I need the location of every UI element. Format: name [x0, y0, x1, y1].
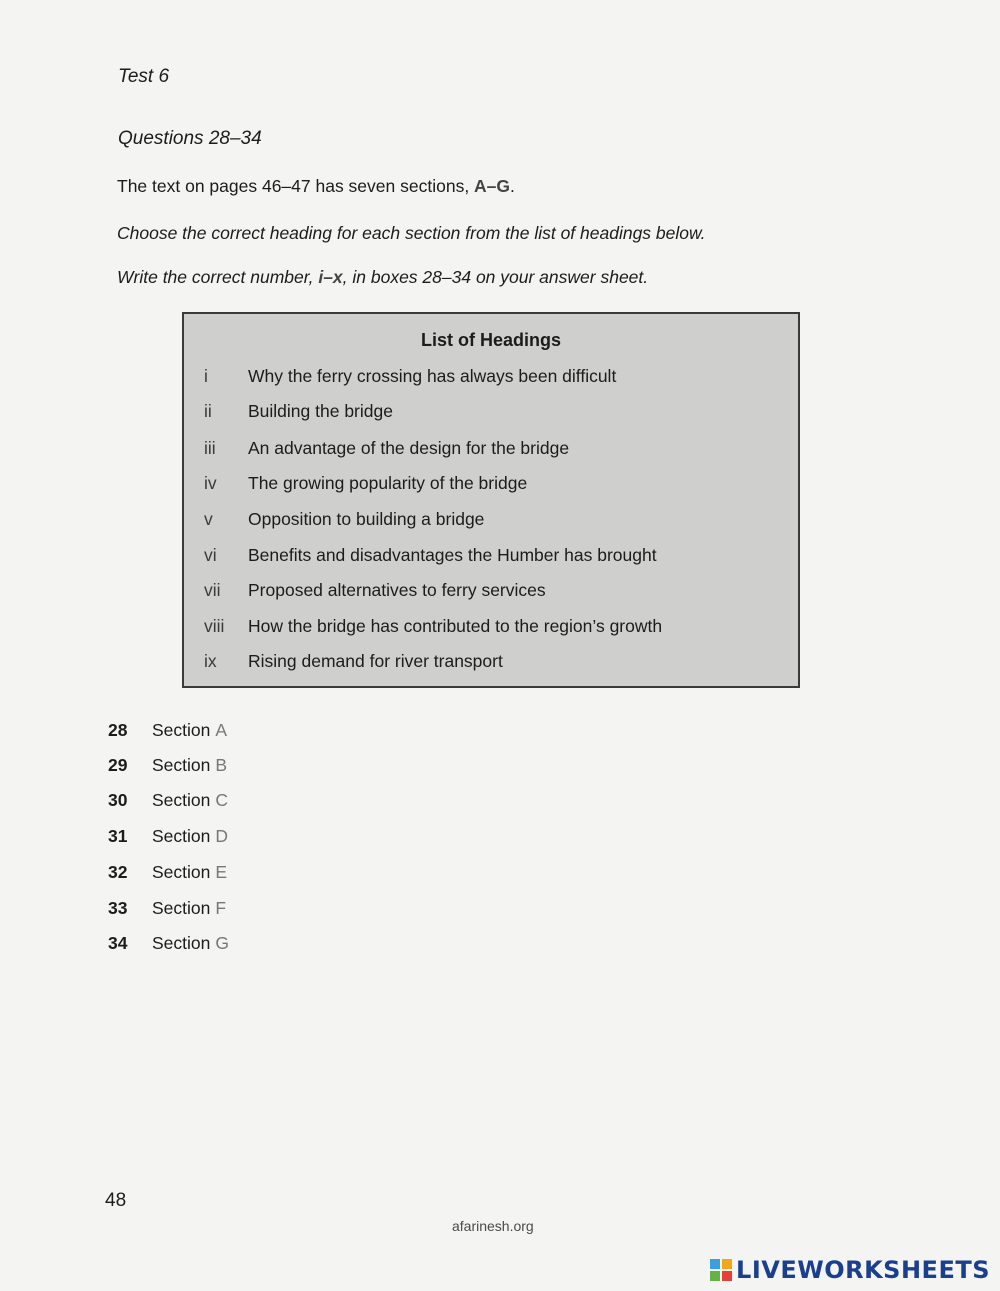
- question-number: 32: [108, 862, 128, 882]
- logo-square: [710, 1271, 720, 1281]
- heading-text: Why the ferry crossing has always been difficult: [248, 366, 617, 386]
- section-word: Section: [152, 755, 211, 775]
- logo-square: [722, 1271, 732, 1281]
- numbers-range: i–x: [318, 267, 343, 287]
- section-label: [152, 755, 227, 776]
- heading-number: viii: [204, 616, 225, 636]
- instruction-sections-text: The text on pages 46–47 has seven sections,: [117, 176, 475, 196]
- section-letter: C: [215, 790, 229, 810]
- heading-text: Rising demand for river transport: [248, 651, 503, 671]
- page-number: 48: [105, 1190, 127, 1211]
- section-word: Section: [152, 720, 211, 740]
- question-number: 28: [108, 720, 128, 740]
- liveworksheets-logo-icon: [710, 1259, 732, 1281]
- liveworksheets-brand[interactable]: [710, 1254, 990, 1286]
- section-label: [152, 720, 227, 741]
- source-footer: afarinesh.org: [452, 1218, 534, 1234]
- heading-text: An advantage of the design for the bridge: [248, 438, 570, 458]
- section-word: Section: [152, 826, 211, 846]
- heading-number: ii: [204, 401, 212, 421]
- headings-title: List of Headings: [420, 330, 561, 350]
- instruction-write: [117, 267, 648, 288]
- instruction-sections-end: .: [510, 176, 515, 196]
- section-word: Section: [152, 862, 211, 882]
- heading-number: v: [204, 509, 213, 529]
- heading-number: i: [204, 366, 208, 386]
- instruction-sections: [117, 176, 515, 197]
- heading-number: vii: [204, 580, 221, 600]
- section-letter: F: [215, 898, 227, 918]
- section-word: Section: [152, 898, 211, 918]
- heading-text: Building the bridge: [248, 401, 393, 421]
- instruction-choose: Choose the correct heading for each section from the list of headings below.: [117, 223, 706, 243]
- section-letter: A: [215, 720, 228, 740]
- headings-box: [182, 312, 800, 688]
- section-word: Section: [152, 790, 211, 810]
- test-label: Test 6: [118, 66, 170, 87]
- heading-text: Proposed alternatives to ferry services: [248, 580, 546, 600]
- heading-text: Benefits and disadvantages the Humber has brought: [248, 545, 657, 565]
- instruction-write-text: Write the correct number,: [117, 267, 319, 287]
- brand-text: LIVEWORKSHEETS: [736, 1256, 990, 1284]
- heading-number: ix: [204, 651, 217, 671]
- section-label: [152, 862, 227, 883]
- logo-square: [710, 1259, 720, 1269]
- logo-square: [722, 1259, 732, 1269]
- heading-text: Opposition to building a bridge: [248, 509, 485, 529]
- section-label: [152, 898, 226, 919]
- section-word: Section: [152, 933, 211, 953]
- section-letter: D: [215, 826, 229, 846]
- instruction-write-end: , in boxes 28–34 on your answer sheet.: [342, 267, 649, 287]
- section-letter: E: [215, 862, 228, 882]
- heading-number: iv: [204, 473, 217, 493]
- section-letter: G: [215, 933, 229, 953]
- question-number: 31: [108, 826, 128, 846]
- sections-range: A–G: [474, 176, 511, 196]
- heading-text: How the bridge has contributed to the region’s growth: [248, 616, 663, 636]
- section-label: [152, 790, 228, 811]
- questions-heading: Questions 28–34: [118, 128, 262, 149]
- section-label: [152, 826, 228, 847]
- section-label: [152, 933, 229, 954]
- question-number: 29: [108, 755, 128, 775]
- section-letter: B: [215, 755, 228, 775]
- question-number: 33: [108, 898, 128, 918]
- question-number: 30: [108, 790, 128, 810]
- question-number: 34: [108, 933, 128, 953]
- heading-text: The growing popularity of the bridge: [248, 473, 528, 493]
- heading-number: iii: [204, 438, 216, 458]
- heading-number: vi: [204, 545, 217, 565]
